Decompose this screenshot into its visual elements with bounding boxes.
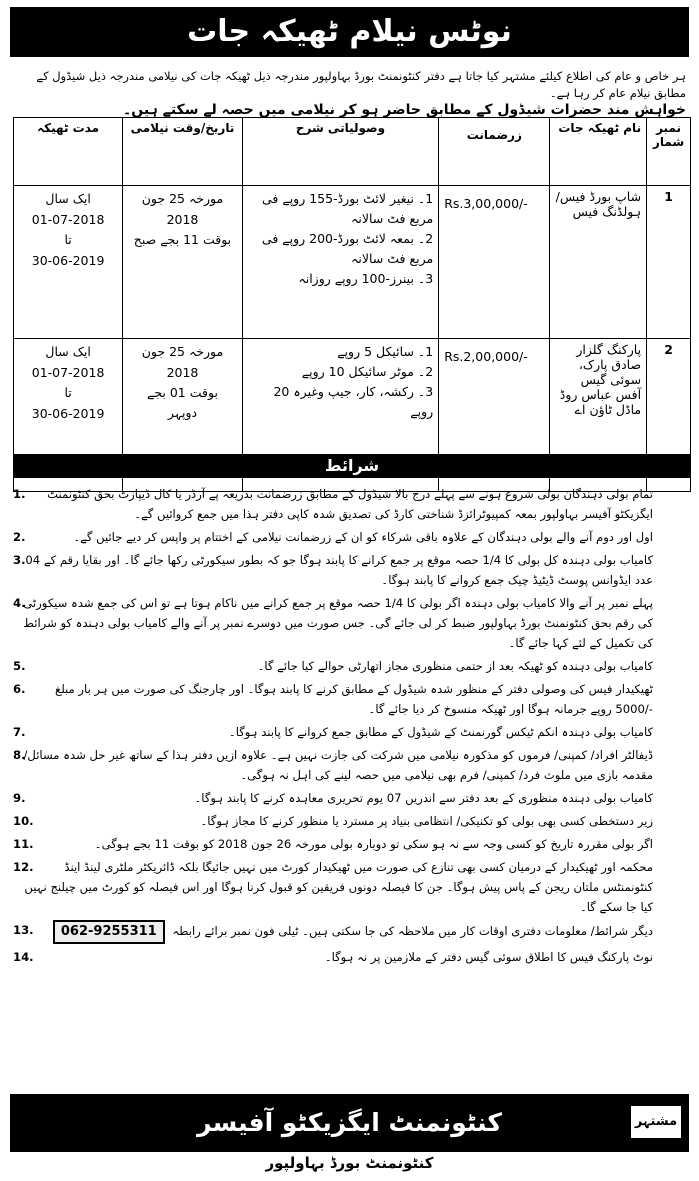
term-text: ڈیفالٹر افراد/ کمپنی/ فرموں کو مذکورہ نیلامی میں شرکت کی جازت نہیں ہے۔ علاوہ ازیں دفتر ہذا کے ساتھ غیر حل شدہ مسائل/ مقدمہ بازی میں ملوث فرد/ کمپنی/ فرم بھی نیلامی میں حصہ لینے کی اہل نہ ہوگی۔	[23, 748, 653, 782]
term-text: محکمہ اور ٹھیکیدار کے درمیان کسی بھی تنازع کی صورت میں ٹھیکیدار کورٹ میں نہیں جائیگا بلکہ ڈائریکٹر ملٹری لینڈ اینڈ کنٹونمنٹس ملتان ریجن کے پاس پیش ہوگا۔ جن کا فیصلہ دونوں فریقین کو قبول کرنا ہوگا اور اس فیصلہ کو کورٹ میں چیلنج نہیں کیا جا سکے گا۔	[24, 860, 653, 914]
term-item	[13, 484, 691, 524]
term-item	[13, 834, 691, 854]
header-date: تاریخ/وقت نیلامی	[123, 118, 243, 186]
term-number: 1.	[13, 487, 26, 501]
term-number: 3.	[13, 553, 26, 567]
tender-table	[13, 117, 691, 492]
intro-text	[13, 68, 686, 119]
term-number: 10.	[13, 814, 34, 828]
term-text-body: دیگر شرائط/ معلومات دفتری اوقات کار میں ملاحظہ کی جا سکتی ہیں۔ ٹیلی فون نمبر برائے رابطہ	[172, 924, 653, 938]
date-line: 2018	[166, 212, 199, 227]
row-number: 2	[647, 339, 691, 492]
row-amount: Rs.2,00,000/-	[439, 339, 550, 492]
term-item	[13, 788, 691, 808]
term-text: پہلے نمبر پر آنے والا کامیاب بولی دہندہ اگر بولی کا 1/4 حصہ موقع پر جمع کرانے میں ناکام ہوتا ہے تو اس کی جمع شدہ سیکورٹی کی رقم بحق کنٹونمنٹ بورڈ بہاولپور ضبط کر لی جائے گی۔ جس صورت میں دوسرے نمبر پر آنے والے کامیاب بولی دہندہ کو شرائط کی تکمیل کے لئے کہا جائے گا۔	[23, 596, 653, 650]
row-name: پارکنگ گلزار صادق پارک، سوئی گیس آفس عباس روڈ ماڈل ٹاؤن اے	[550, 339, 647, 492]
term-item	[13, 920, 691, 944]
term-text: تمام بولی دہندگان بولی شروع ہونے سے پہلے درج بالا شیڈول کے مطابق زرضمانت بذریعہ پے آرڈر یا کال ڈیپازٹ بحق کنٹونمنٹ ایگزیکٹو آفیسر بہاولپور بمعہ کمپیوٹرائزڈ شناختی کارڈ کی تصدیق شدہ کاپی دفتر ہذا میں جمع کروائیں گے۔	[47, 487, 653, 521]
notice-title: نوٹس نیلام ٹھیکہ جات	[10, 7, 689, 57]
term-number: 7.	[13, 725, 26, 739]
detail-line: 2۔ بمعہ لائٹ بورڈ-200 روپے فی مربع فٹ سالانہ	[261, 231, 434, 266]
term-number: 11.	[13, 837, 34, 851]
term-item	[13, 811, 691, 831]
term-text: نوٹ پارکنگ فیس کا اطلاق سوئی گیس دفتر کے ملازمین پر نہ ہوگا۔	[324, 950, 653, 964]
issuing-officer: کنٹونمنٹ ایگزیکٹو آفیسر	[197, 1108, 502, 1137]
term-text: کامیاب بولی دہندہ کو ٹھیکہ بعد از حتمی منظوری مجاز اتھارٹی حوالے کیا جائے گا۔	[257, 659, 653, 673]
term-item	[13, 656, 691, 676]
header-name: نام ٹھیکہ جات	[550, 118, 647, 186]
intro-line-2: خواہش مند حضرات شیڈول کے مطابق حاضر ہو کر نیلامی میں حصہ لے سکتے ہیں۔	[123, 102, 686, 118]
detail-line: 2۔ موٹر سائیکل 10 روپے	[301, 364, 434, 379]
header-number: نمبر شمار	[647, 118, 691, 186]
table-row	[14, 186, 691, 339]
term-text: کامیاب بولی دہندہ کل بولی کا 1/4 حصہ موقع پر جمع کرانے کا پابند ہوگا جو کہ بطور سیکورٹی رکھا جائے گا۔ اور بقایا رقم کے 04 عدد ایڈوانس پوسٹ ڈیٹیڈ چیک جمع کروانے کا پابند ہوگا۔	[25, 553, 653, 587]
date-line: مورخہ 25 جون	[141, 344, 224, 359]
issuing-office: کنٹونمنٹ بورڈ بہاولپور	[265, 1154, 434, 1172]
term-item	[13, 527, 691, 547]
term-number: 13.	[13, 923, 34, 937]
footer-banner	[10, 1094, 689, 1152]
intro-line-1: ہر خاص و عام کی اطلاع کیلئے مشتہر کیا جاتا ہے دفتر کنٹونمنٹ بورڈ بہاولپور مندرجہ ذیل ٹھیکہ جات کی نیلامی مندرجہ ذیل شیڈول کے مطابق نیلام عام کر رہا ہے۔	[36, 69, 686, 100]
period-line: 01-07-2018	[31, 212, 105, 227]
term-item	[13, 947, 691, 967]
row-period	[14, 186, 123, 339]
header-amount: زرضمانت	[439, 118, 550, 186]
date-line: بوقت 11 بجے صبح	[133, 232, 232, 247]
term-number: 4.	[13, 596, 26, 610]
term-item	[13, 550, 691, 590]
term-number: 2.	[13, 530, 26, 544]
table-header-row	[14, 118, 691, 186]
detail-line: 3۔ بینرز-100 روپے روزانہ	[298, 271, 434, 286]
term-number: 12.	[13, 860, 34, 874]
notice-page	[5, 4, 694, 1176]
term-item	[13, 722, 691, 742]
term-text: زیر دستخطی کسی بھی بولی کو تکنیکی/ انتظامی بنیاد پر مسترد یا منظور کرنے کا مجاز ہوگا۔	[200, 814, 653, 828]
period-line: تا	[64, 232, 72, 247]
header-details: وصولیاتی شرح	[242, 118, 438, 186]
period-line: 30-06-2019	[31, 253, 105, 268]
date-line: مورخہ 25 جون	[141, 191, 224, 206]
detail-line: 1۔ نیغیر لائٹ بورڈ-155 روپے فی مربع فٹ سالانہ	[262, 191, 434, 226]
term-number: 14.	[13, 950, 34, 964]
contact-phone: 062-9255311	[53, 920, 165, 944]
term-item	[13, 745, 691, 785]
term-number: 6.	[13, 682, 26, 696]
row-details	[242, 186, 438, 339]
row-amount: Rs.3,00,000/-	[439, 186, 550, 339]
terms-list	[13, 484, 691, 970]
term-text: اول اور دوم آنے والے بولی دہندگان کے علاوہ باقی شرکاء کو ان کے زرضمانت نیلامی کے اختتام پر واپس کر دیے جائیں گے۔	[73, 530, 653, 544]
term-text	[17, 920, 653, 944]
term-number: 8.	[13, 748, 26, 762]
period-line: ایک سال	[45, 344, 91, 359]
term-text: کامیاب بولی دہندہ منظوری کے بعد دفتر سے اندریں 07 یوم تحریری معاہدہ کرنے کا پابند ہوگا۔	[194, 791, 653, 805]
term-text: ٹھیکیدار فیس کی وصولی دفتر کے منظور شدہ شیڈول کے مطابق کرنے کا پابند ہوگا۔ اور چارجنگ کی صورت میں ہر بار مبلغ -/5000 روپے جرمانہ ہوگا اور ٹھیکہ منسوخ کر دیا جائے گا۔	[55, 682, 653, 716]
term-text: اگر بولی مقررہ تاریخ کو کسی وجہ سے نہ ہو سکی تو دوبارہ بولی مورخہ 26 جون 2018 کو بوقت 11 بجے ہوگی۔	[94, 837, 653, 851]
row-number: 1	[647, 186, 691, 339]
period-line: 30-06-2019	[31, 406, 105, 421]
term-text: کامیاب بولی دہندہ انکم ٹیکس گورنمنٹ کے شیڈول کے مطابق جمع کروانے کا پابند ہوگا۔	[228, 725, 653, 739]
terms-title: شرائط	[13, 454, 691, 478]
term-item	[13, 679, 691, 719]
term-item	[13, 857, 691, 917]
date-line: دوپہر	[167, 405, 198, 420]
period-line: ایک سال	[45, 191, 91, 206]
detail-line: 3۔ رکشہ، کار، جیپ وغیرہ 20 روپے	[273, 384, 434, 419]
term-number: 9.	[13, 791, 26, 805]
term-item	[13, 593, 691, 653]
period-line: 01-07-2018	[31, 365, 105, 380]
date-line: 2018	[166, 365, 199, 380]
advertiser-label: مشتہر	[631, 1106, 681, 1138]
row-name: شاپ بورڈ فیس/ ہولڈنگ فیس	[550, 186, 647, 339]
term-number: 5.	[13, 659, 26, 673]
date-line: بوقت 01 بجے	[147, 385, 218, 400]
header-period: مدت ٹھیکہ	[14, 118, 123, 186]
period-line: تا	[64, 385, 72, 400]
row-date	[123, 186, 243, 339]
detail-line: 1۔ سائیکل 5 روپے	[337, 344, 434, 359]
